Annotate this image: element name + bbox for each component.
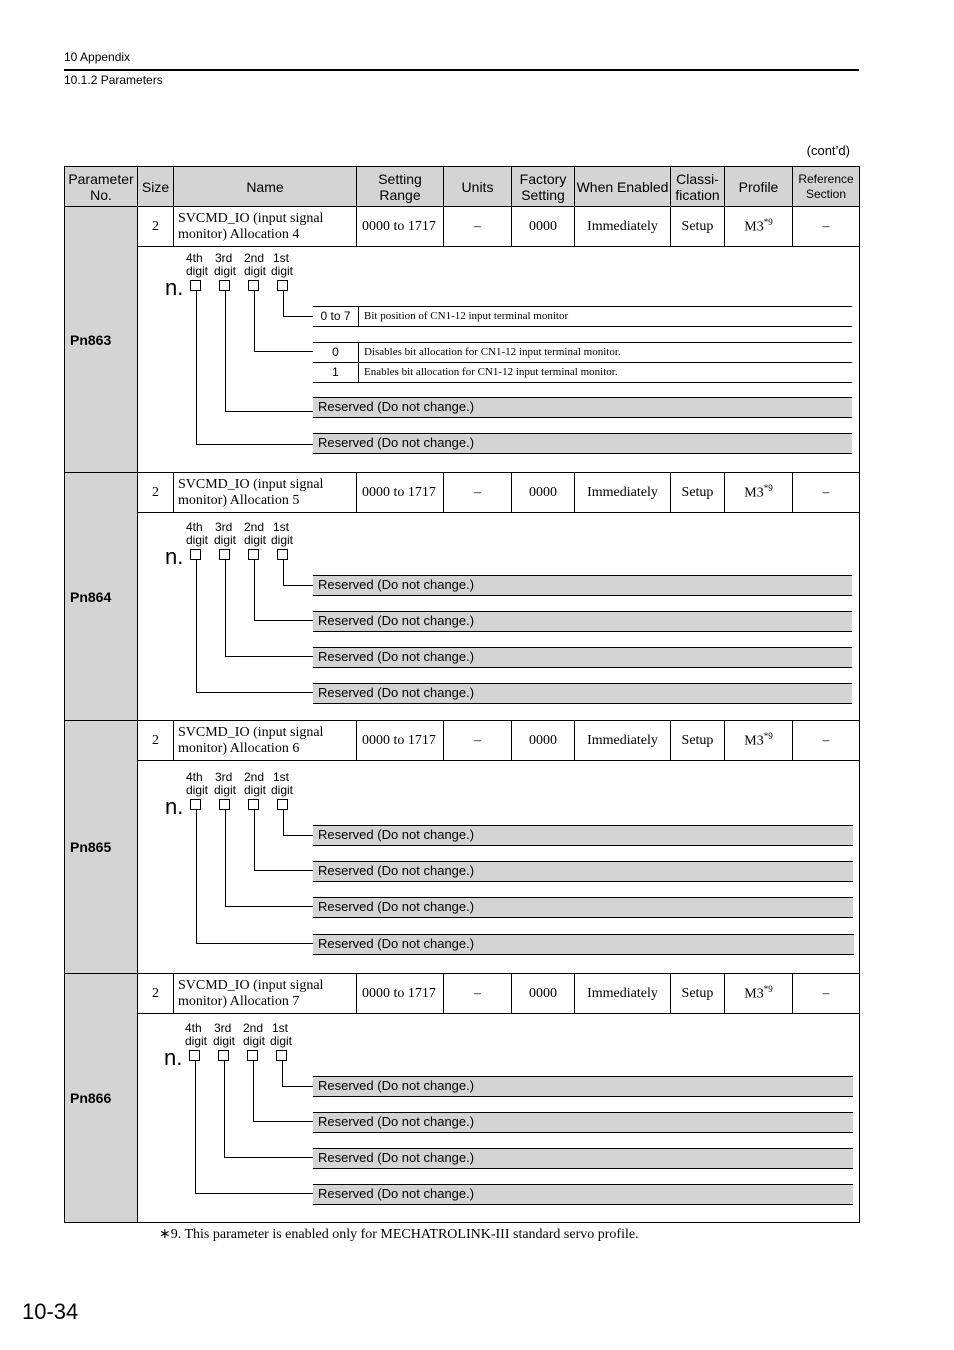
reserved-bar: Reserved (Do not change.) xyxy=(313,433,852,454)
digit-box-icon xyxy=(248,549,259,560)
digit-box-icon xyxy=(276,1050,287,1061)
page-number: 10-34 xyxy=(22,1299,79,1324)
param-classi: Setup xyxy=(671,207,725,247)
param-name: SVCMD_IO (input signal monitor) Allocation 5 xyxy=(174,473,357,513)
param-units: – xyxy=(444,721,512,761)
digit-box-icon xyxy=(248,799,259,810)
param-ref: – xyxy=(793,473,860,513)
col-param-no: Parameter No. xyxy=(65,167,138,207)
param-units: – xyxy=(444,473,512,513)
digit-box-icon xyxy=(219,280,230,291)
digit-diagram: 4th digit 3rd digit 2nd digit 1st digit n. Reserved (Do not change.) Reserved (Do not change.) Reserved (Do not change.) Reserved (Do not change.) xyxy=(138,761,860,974)
table-row xyxy=(65,473,860,513)
digit-box-icon xyxy=(190,280,201,291)
col-when: When Enabled xyxy=(575,167,671,207)
param-profile: M3$^{*9}$ xyxy=(725,473,793,513)
param-number: Pn866 xyxy=(65,974,138,1223)
param-factory: 0000 xyxy=(512,207,575,247)
digit1-options xyxy=(313,306,852,327)
param-range: 0000 to 1717 xyxy=(357,207,444,247)
option-row: 0 Disables bit allocation for CN1-12 input terminal monitor. xyxy=(313,343,852,363)
reserved-bar: Reserved (Do not change.) xyxy=(313,825,853,846)
param-factory: 0000 xyxy=(512,974,575,1014)
option-row: 0 to 7 Bit position of CN1-12 input terminal monitor xyxy=(313,307,852,327)
reserved-bar: Reserved (Do not change.) xyxy=(313,611,852,632)
col-classi: Classi- fication xyxy=(671,167,725,207)
chapter-header: 10 Appendix xyxy=(64,50,131,64)
parameter-table xyxy=(64,166,860,1223)
reserved-bar: Reserved (Do not change.) xyxy=(313,934,854,955)
param-number: Pn864 xyxy=(65,473,138,721)
table-row xyxy=(65,721,860,761)
param-classi: Setup xyxy=(671,721,725,761)
digit-box-icon xyxy=(190,549,201,560)
param-size: 2 xyxy=(138,207,174,247)
footnote-ref: *9 xyxy=(763,731,773,742)
col-factory: Factory Setting xyxy=(512,167,575,207)
param-when: Immediately xyxy=(575,721,671,761)
reserved-bar: Reserved (Do not change.) xyxy=(313,647,852,668)
param-range: 0000 to 1717 xyxy=(357,473,444,513)
param-number: Pn863 xyxy=(65,207,138,473)
param-factory: 0000 xyxy=(512,721,575,761)
col-profile: Profile xyxy=(725,167,793,207)
param-range: 0000 to 1717 xyxy=(357,721,444,761)
param-size: 2 xyxy=(138,473,174,513)
digit-box-icon xyxy=(219,549,230,560)
param-profile: M3$^{*9}$ xyxy=(725,207,793,247)
reserved-bar: Reserved (Do not change.) xyxy=(313,683,852,704)
digit-diagram: 4th digit 3rd digit 2nd digit 1st digit n. Reserved (Do not change.) Reserved (Do not change.) Reserved (Do not change.) Reserved (Do not change.) xyxy=(138,513,860,721)
digit-box-icon xyxy=(277,280,288,291)
param-size: 2 xyxy=(138,974,174,1014)
digit-box-icon xyxy=(247,1050,258,1061)
digit-box-icon xyxy=(189,1050,200,1061)
param-ref: – xyxy=(793,721,860,761)
footnote-ref: *9 xyxy=(763,984,773,995)
param-factory: 0000 xyxy=(512,473,575,513)
n-prefix: n. xyxy=(165,544,184,569)
param-when: Immediately xyxy=(575,974,671,1014)
param-range: 0000 to 1717 xyxy=(357,974,444,1014)
n-prefix: n. xyxy=(165,275,184,300)
header-row xyxy=(65,167,860,207)
header-rule xyxy=(64,69,859,71)
param-name: SVCMD_IO (input signal monitor) Allocation 6 xyxy=(174,721,357,761)
reserved-bar: Reserved (Do not change.) xyxy=(313,1148,853,1169)
digit-box-icon xyxy=(218,1050,229,1061)
footnote-ref: *9 xyxy=(763,483,773,494)
table-row xyxy=(65,207,860,247)
param-profile: M3$^{*9}$ xyxy=(725,974,793,1014)
section-header: 10.1.2 Parameters xyxy=(64,73,163,87)
param-classi: Setup xyxy=(671,473,725,513)
footnote-ref: *9 xyxy=(763,217,773,228)
param-name: SVCMD_IO (input signal monitor) Allocation 7 xyxy=(174,974,357,1014)
digit-box-icon xyxy=(277,799,288,810)
n-prefix: n. xyxy=(164,1045,183,1070)
n-prefix: n. xyxy=(165,794,184,819)
param-size: 2 xyxy=(138,721,174,761)
digit2-options xyxy=(313,342,852,383)
col-units: Units xyxy=(444,167,512,207)
param-classi: Setup xyxy=(671,974,725,1014)
digit-diagram: 4th digit 3rd digit 2nd digit 1st digit n. Reserved (Do not change.) Reserved (Do not change.) Reserved (Do not change.) Reserved (Do not change.) xyxy=(138,1014,860,1223)
table-row xyxy=(65,974,860,1014)
param-units: – xyxy=(444,207,512,247)
param-when: Immediately xyxy=(575,473,671,513)
reserved-bar: Reserved (Do not change.) xyxy=(313,1184,853,1205)
reserved-bar: Reserved (Do not change.) xyxy=(313,897,853,918)
param-number: Pn865 xyxy=(65,721,138,974)
footnote: ∗9. This parameter is enabled only for MECHATROLINK-III standard servo profile. xyxy=(159,1227,639,1242)
digit-diagram: 4th digit 3rd digit 2nd digit 1st digit n. 0 to 7 Bit position of CN1-12 input terminal monitor 0 Disables bit allocation for CN1-12 input terminal monitor. 1 Enables bit allocation for CN1-12 input terminal monitor. Reserved (Do not change.) Reserved (Do not change.) xyxy=(138,247,860,473)
param-ref: – xyxy=(793,207,860,247)
col-ref: Reference Section xyxy=(793,167,860,207)
param-name: SVCMD_IO (input signal monitor) Allocation 4 xyxy=(174,207,357,247)
digit-box-icon xyxy=(248,280,259,291)
reserved-bar: Reserved (Do not change.) xyxy=(313,575,852,596)
col-range: Setting Range xyxy=(357,167,444,207)
option-row: 1 Enables bit allocation for CN1-12 input terminal monitor. xyxy=(313,363,852,383)
reserved-bar: Reserved (Do not change.) xyxy=(313,397,852,418)
param-units: – xyxy=(444,974,512,1014)
contd-label: (cont’d) xyxy=(806,143,850,158)
param-when: Immediately xyxy=(575,207,671,247)
col-name: Name xyxy=(174,167,357,207)
digit-box-icon xyxy=(219,799,230,810)
reserved-bar: Reserved (Do not change.) xyxy=(313,1112,853,1133)
param-ref: – xyxy=(793,974,860,1014)
col-size: Size xyxy=(138,167,174,207)
digit-box-icon xyxy=(277,549,288,560)
param-profile: M3$^{*9}$ xyxy=(725,721,793,761)
reserved-bar: Reserved (Do not change.) xyxy=(313,1076,853,1097)
reserved-bar: Reserved (Do not change.) xyxy=(313,861,853,882)
digit-box-icon xyxy=(190,799,201,810)
